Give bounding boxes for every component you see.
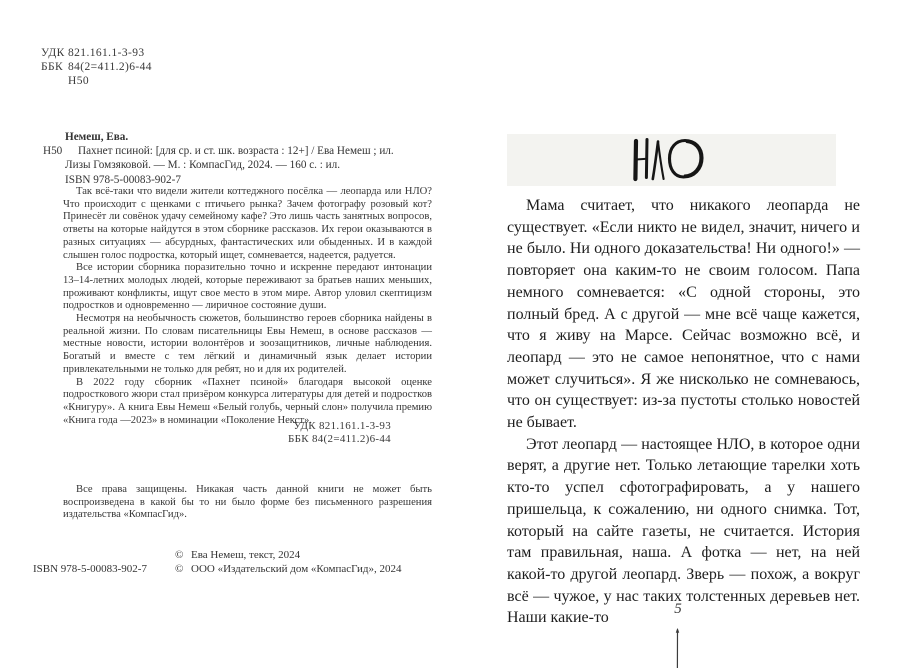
bbk-label: ББК <box>41 60 64 73</box>
annotation-paragraph: В 2022 году сборник «Пахнет псиной» благодаря высокой оценке подросткового жюри стал призёром конкурса литературы для детей и подростков «Книгуру». А книга Евы Немеш «Белый голубь, черный слон» получила премию «Книга года —2023» в номинации «Поколение Некст». <box>63 376 432 426</box>
udc-value: 821.161.1-3-93 <box>68 47 145 59</box>
copyright-sign: © <box>175 563 184 575</box>
annotation-paragraph: Несмотря на необычность сюжетов, большинство героев сборника найдены в реальной жизни. По словам писательницы Евы Немеш, в основе рассказов — местные новости, истории волонтёров и зоозащитников, личные наблюдения. Богатый и вместе с тем лёгкий и динамичный язык делает истории привлекательными не только для ребят, но и для их родителей. <box>63 313 432 375</box>
chapter-page <box>507 0 860 668</box>
chapter-title-lettering-icon <box>631 138 713 182</box>
catalog-card <box>43 130 417 187</box>
author-sign-row <box>41 75 152 89</box>
catalog-codes-top <box>41 47 152 88</box>
catalog-description: Пахнет псиной: [для ср. и ст. шк. возраста : 12+] / Ева Немеш ; ил. Лизы Гомзяковой. — М. : КомпасГид, 2024. — 160 с. : ил. <box>65 145 394 172</box>
bbk-bottom-line: ББК 84(2=411.2)6-44 <box>288 432 391 445</box>
isbn-bottom: ISBN 978-5-00083-902-7 <box>33 563 147 575</box>
catalog-author-sign: Н50 <box>43 145 63 158</box>
bbk-value: 84(2=411.2)6-44 <box>68 60 152 73</box>
bbk-code-row <box>41 61 152 75</box>
page-number: 5 <box>674 601 682 617</box>
copyright-block <box>33 548 435 580</box>
udc-label: УДК <box>41 47 65 59</box>
annotation-block <box>63 186 432 427</box>
rights-paragraph: Все права защищены. Никакая часть данной книги не может быть воспроизведена в какой бы то ни было форме без письменного разрешения издательства «КомпасГид». <box>63 484 432 521</box>
body-paragraph: Мама считает, что никакого леопарда не существует. «Если никто не видел, значит, ничего и не было. Ни одного доказательства! Ни одного!» — повторяет она каким-то не своим голосом. Папа немного сомневается: «С одной стороны, это полный бред. А с другой — мне всё чаще кажется, что я живу на Марсе. Сейчас возможно всё, и леопард — это не самое непонятное, что с нами может случиться». Я же нисколько не сомневаюсь, что он существует: из-за пустоты столько новостей не бывает. <box>507 197 860 432</box>
catalog-codes-bottom <box>63 420 391 446</box>
chapter-body <box>507 195 860 629</box>
rights-notice <box>63 484 432 522</box>
catalog-card-body <box>43 144 417 187</box>
page-tail-line-illustration <box>674 623 681 668</box>
catalog-author-heading: Немеш, Ева. <box>65 131 129 143</box>
catalog-isbn: ISBN 978-5-00083-902-7 <box>65 173 181 186</box>
copyright-sign: © <box>175 549 184 561</box>
copyright-author-line: Ева Немеш, текст, 2024 <box>191 549 301 561</box>
udc-code-row <box>41 47 152 61</box>
udc-bottom-line: УДК 821.161.1-3-93 <box>293 420 391 432</box>
body-paragraph: Этот леопард — настоящее НЛО, в которое одни верят, а другие нет. Только летающие тарелки хоть кто-то успел сфотографировать, а у нашего пришельца, к сожалению, ни одного снимка. Тот, который на сайте газеты, не считается. История там правильная, наша. А фотка — нет, на ней какой-то другой леопард. Зверь — похож, а вокруг всё — чужое, у нас таких толстенных деревьев нет. Наши какие-то <box>507 435 860 627</box>
copyright-publisher-line: ООО «Издательский дом «КомпасГид», 2024 <box>191 563 402 575</box>
author-sign: Н50 <box>68 74 90 87</box>
chapter-title-band <box>507 134 836 186</box>
imprint-page <box>33 0 435 668</box>
annotation-paragraph: Так всё-таки что видели жители коттеджного посёлка — леопарда или НЛО? Что происходит с щенками с птичьего рынка? Зачем фотографу розовый кот? Принесёт ли совёнок удачу семейному кафе? Это лишь часть занятных вопросов, ответы на которые найдутся в этом сборнике рассказов. Их герои оказываются в разных ситуациях — абсурдных, фантастических или обыденных. И в каждой слышен голос подростка, который ищет, сомневается, надеется, радуется. <box>63 186 432 261</box>
annotation-paragraph: Все истории сборника поразительно точно и искренне передают интонации 13–14-летних молодых людей, которые переживают за братьев наших меньших, проживают конфликты, ищут свое место в этом мире. Автор уловил скептицизм подростков и одновременно — лиричное состояние души. <box>63 262 432 312</box>
